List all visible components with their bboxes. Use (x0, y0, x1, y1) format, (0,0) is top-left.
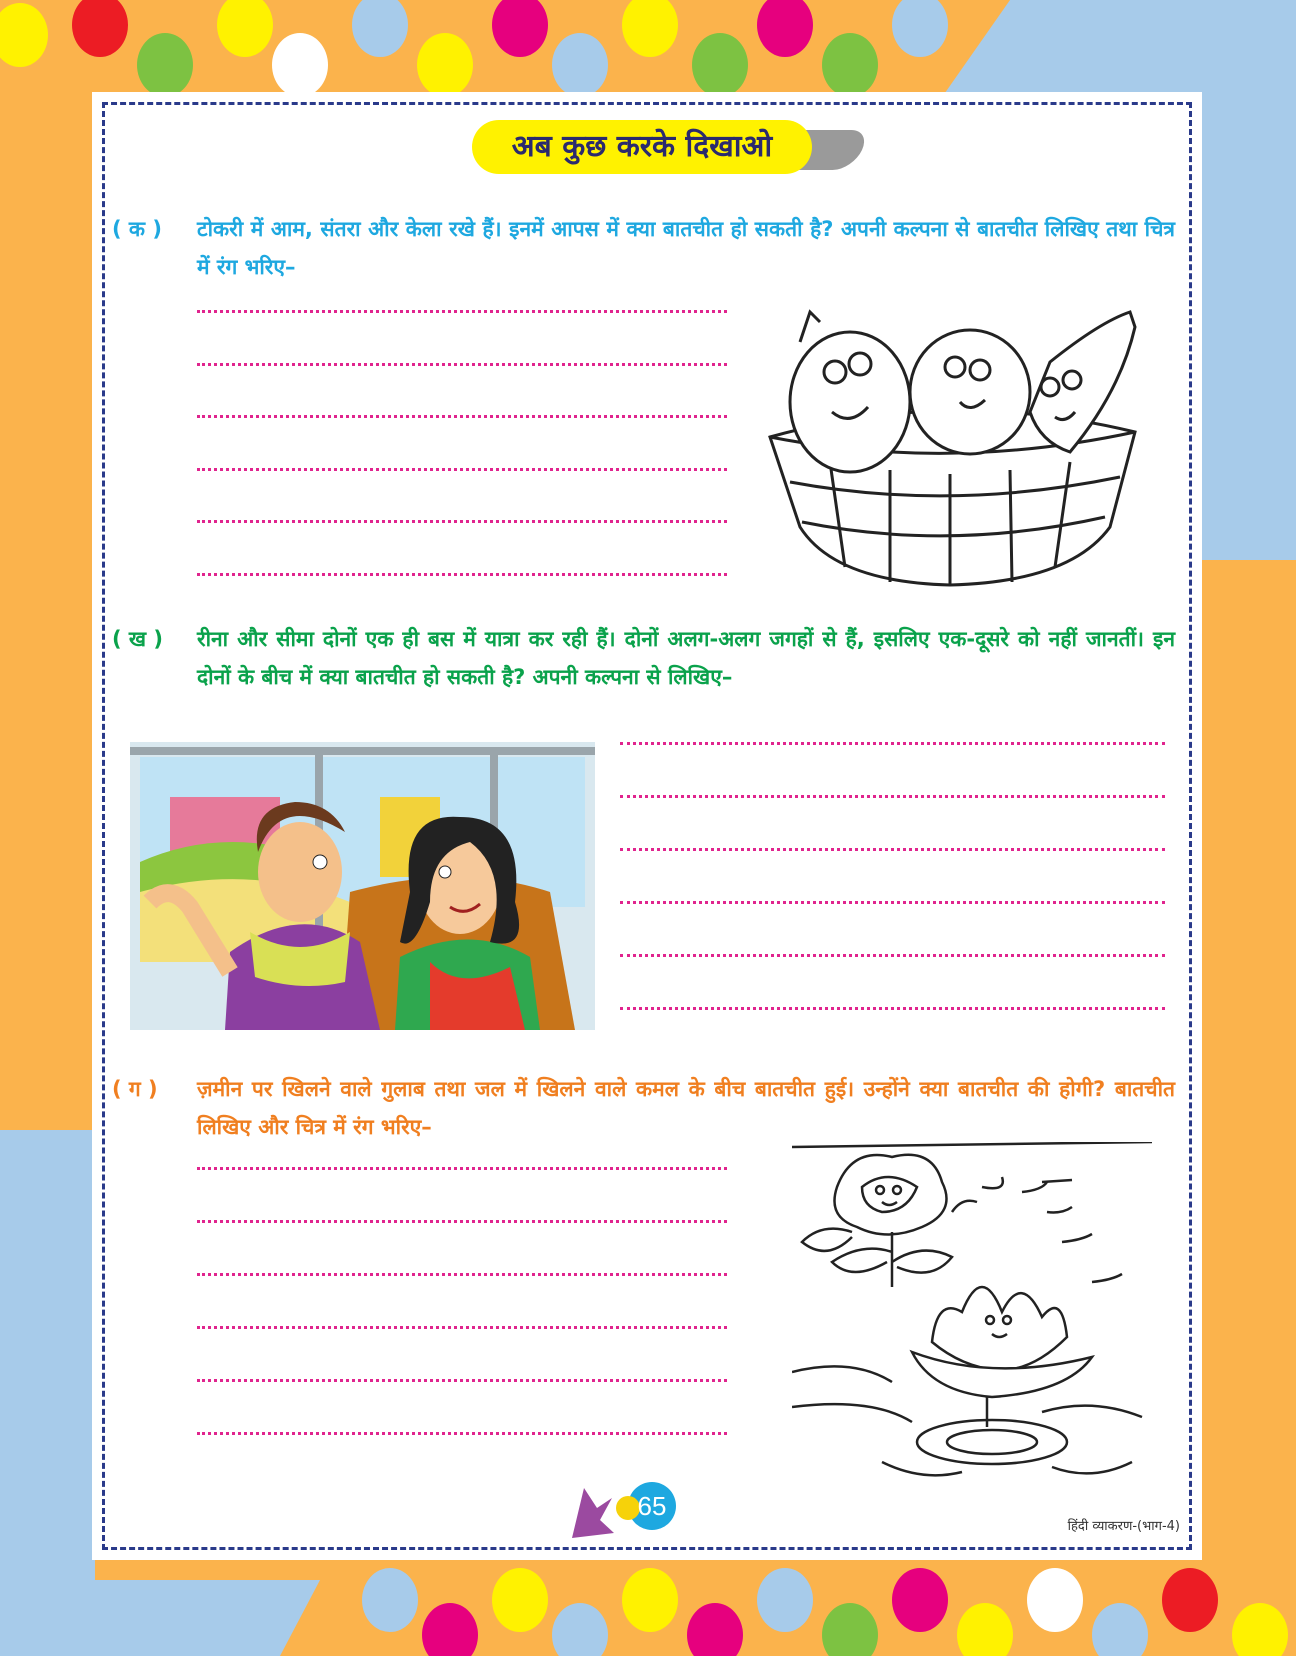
answer-line[interactable] (197, 1220, 727, 1223)
answer-line[interactable] (197, 1432, 727, 1435)
answer-line[interactable] (197, 1273, 727, 1276)
answer-line[interactable] (620, 848, 1165, 851)
page-number-badge (552, 1478, 692, 1538)
answer-line[interactable] (197, 573, 727, 576)
answer-line[interactable] (620, 954, 1165, 957)
book-name-footer: हिंदी व्याकरण-(भाग-4) (1067, 1519, 1180, 1534)
answer-line[interactable] (197, 468, 727, 471)
fruit-basket-illustration (750, 302, 1160, 592)
worksheet-page (92, 92, 1202, 1560)
bus-women-illustration (130, 742, 595, 1030)
title-banner (472, 120, 912, 184)
question-g-label: ( ग ) (112, 1077, 158, 1101)
answer-line[interactable] (197, 310, 727, 313)
answer-line[interactable] (620, 742, 1165, 745)
answer-line[interactable] (620, 795, 1165, 798)
answer-line[interactable] (620, 901, 1165, 904)
question-g-text: ज़मीन पर खिलने वाले गुलाब तथा जल में खिलने वाले कमल के बीच बातचीत हुई। उन्होंने क्या बातचीत की होगी? बातचीत लिखिए और चित्र में रंग भरिए– (197, 1077, 1175, 1139)
answer-line[interactable] (197, 1167, 727, 1170)
answer-line[interactable] (197, 520, 727, 523)
answer-line[interactable] (197, 363, 727, 366)
page-number: 65 (637, 1491, 667, 1521)
question-k-label: ( क ) (112, 217, 162, 241)
rose-lotus-illustration (792, 1142, 1157, 1497)
question-k-text: टोकरी में आम, संतरा और केला रखे हैं। इनमें आपस में क्या बातचीत हो सकती है? अपनी कल्पना से बातचीत लिखिए तथा चित्र में रंग भरिए– (197, 217, 1175, 279)
answer-line[interactable] (620, 1007, 1165, 1010)
answer-line[interactable] (197, 1379, 727, 1382)
answer-line[interactable] (197, 1326, 727, 1329)
page-title: अब कुछ करके दिखाओ (511, 129, 773, 164)
question-kh-label: ( ख ) (112, 627, 163, 651)
question-kh-text: रीना और सीमा दोनों एक ही बस में यात्रा कर रही हैं। दोनों अलग-अलग जगहों से हैं, इसलिए एक-दूसरे को नहीं जानतीं। इन दोनों के बीच में क्या बातचीत हो सकती है? अपनी कल्पना से लिखिए– (197, 627, 1175, 689)
answer-line[interactable] (197, 415, 727, 418)
